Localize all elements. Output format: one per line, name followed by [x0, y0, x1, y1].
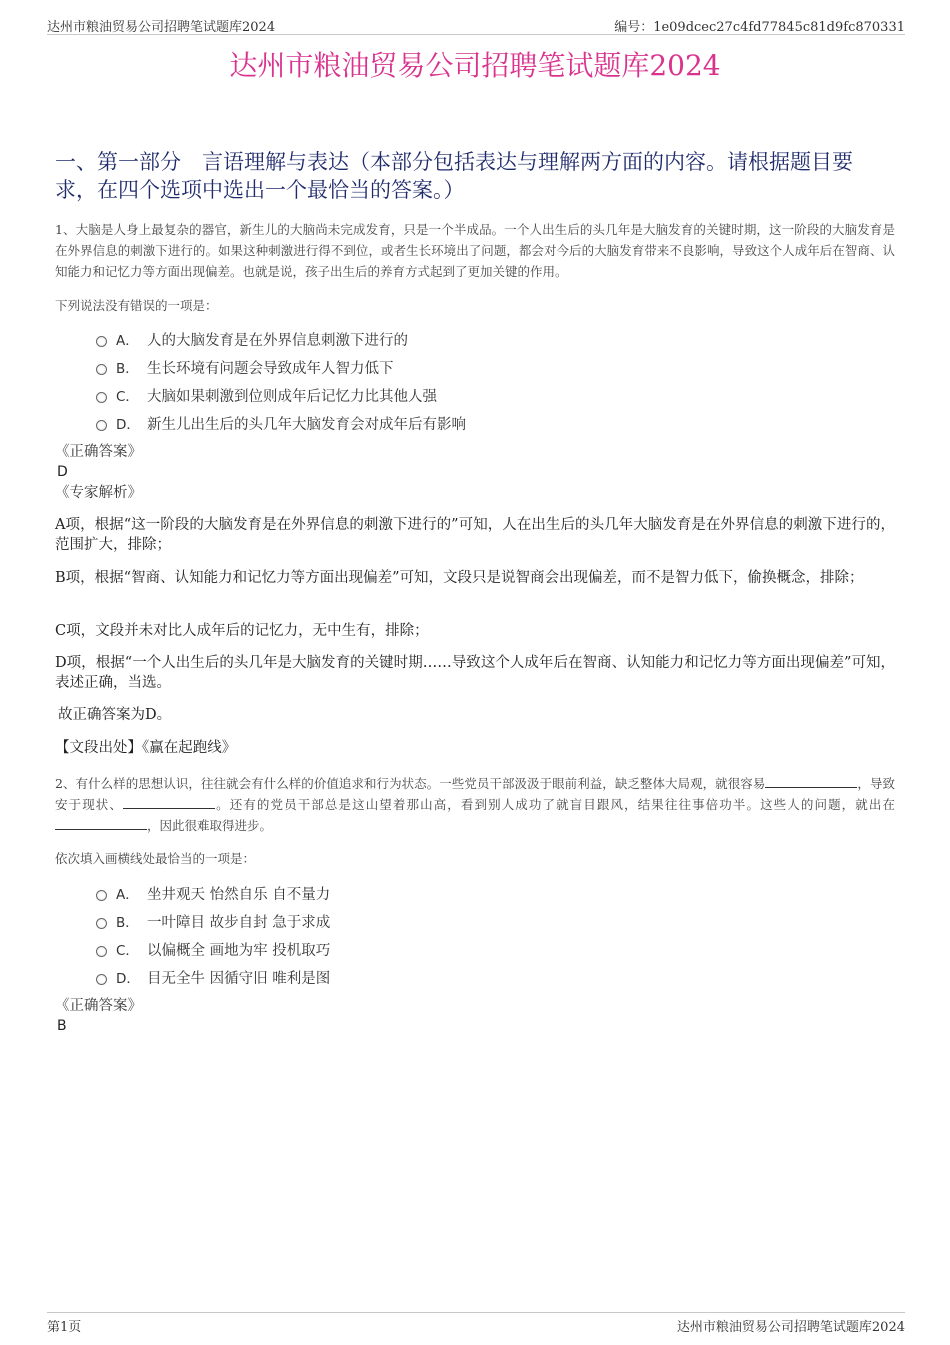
option-b[interactable]: B． 生长环境有问题会导致成年人智力低下 [96, 353, 466, 381]
radio-icon[interactable] [96, 974, 107, 985]
question-2-options [96, 879, 330, 991]
radio-icon[interactable] [96, 890, 107, 901]
radio-icon[interactable] [96, 364, 107, 375]
option-a[interactable]: A． 人的大脑发育是在外界信息刺激下进行的 [96, 325, 466, 353]
conclusion: 故正确答案为D。 [58, 707, 172, 723]
footer-doc-title: 达州市粮油贸易公司招聘笔试题库2024 [676, 1320, 905, 1335]
question-2-passage [55, 773, 895, 836]
blank-line [55, 817, 147, 830]
option-d[interactable]: D． 目无全牛 因循守旧 唯利是图 [96, 963, 330, 991]
question-1-options [96, 325, 466, 437]
answer-value: D [57, 464, 68, 480]
page-header [47, 14, 905, 35]
passage-text: ，导致安于现状、 [55, 776, 895, 812]
radio-icon[interactable] [96, 420, 107, 431]
option-a[interactable]: A． 坐井观天 怡然自乐 自不量力 [96, 879, 330, 907]
question-1-passage [55, 219, 895, 282]
option-b[interactable]: B． 一叶障目 故步自封 急于求成 [96, 907, 330, 935]
passage-text: 2、有什么样的思想认识，往往就会有什么样的价值追求和行为状态。一些党员干部汲汲于眼前利益，缺乏整体大局观，就很容易 [55, 776, 766, 791]
analysis-item: C项，文段并未对比人成年后的记忆力，无中生有，排除； [55, 623, 429, 639]
source-citation: 【文段出处】《赢在起跑线》 [55, 740, 237, 756]
section-heading: 一、第一部分 言语理解与表达（本部分包括表达与理解两方面的内容。请根据题目要求，在四个选项中选出一个最恰当的答案。） [55, 150, 853, 202]
option-c[interactable]: C． 大脑如果刺激到位则成年后记忆力比其他人强 [96, 381, 466, 409]
analysis-label: 《专家解析》 [55, 485, 142, 501]
radio-icon[interactable] [96, 918, 107, 929]
radio-icon[interactable] [96, 336, 107, 347]
answer-label: 《正确答案》 [55, 998, 142, 1014]
passage-text: 1、大脑是人身上最复杂的器官，新生儿的大脑尚未完成发育，只是一个半成品。一个人出生后的头几年是大脑发育的关键时期，这一阶段的大脑发育是在外界信息的刺激下进行的。如果这种刺激进行得不到位，或者生长环境出了问题，都会对今后的大脑发育带来不良影响，导致这个人成年后在智商、认知能力和记忆力等方面出现偏差。也就是说，孩子出生后的养育方式起到了更加关键的作用。 [55, 222, 895, 279]
question-1-prompt: 下列说法没有错误的一项是： [55, 298, 218, 313]
passage-text: ，因此很难取得进步。 [147, 818, 273, 833]
blank-line [765, 775, 857, 788]
analysis-item: A项，根据“这一阶段的大脑发育是在外界信息的刺激下进行的”可知，人在出生后的头几年大脑发育是在外界信息的刺激下进行的，范围扩大，排除； [55, 517, 895, 553]
radio-icon[interactable] [96, 392, 107, 403]
answer-label: 《正确答案》 [55, 444, 142, 460]
page-footer [47, 1312, 905, 1335]
answer-value: B [57, 1018, 67, 1034]
passage-text: 。还有的党员干部总是这山望着那山高，看到别人成功了就盲目跟风，结果往往事倍功半。这些人的问题，就出在 [215, 797, 895, 812]
option-d[interactable]: D． 新生儿出生后的头几年大脑发育会对成年后有影响 [96, 409, 466, 437]
page-number: 第1页 [47, 1320, 82, 1335]
radio-icon[interactable] [96, 946, 107, 957]
page-title: 达州市粮油贸易公司招聘笔试题库2024 [229, 49, 721, 82]
question-2-prompt: 依次填入画横线处最恰当的一项是： [55, 851, 256, 866]
analysis-item: B项，根据“智商、认知能力和记忆力等方面出现偏差”可知，文段只是说智商会出现偏差，而不是智力低下，偷换概念，排除； [55, 570, 864, 586]
analysis-item: D项，根据“一个人出生后的头几年是大脑发育的关键时期……导致这个人成年后在智商、认知能力和记忆力等方面出现偏差”可知，表述正确，当选。 [55, 655, 895, 691]
option-c[interactable]: C． 以偏概全 画地为牢 投机取巧 [96, 935, 330, 963]
header-doc-number: 编号：1e09dcec27c4fd77845c81d9fc870331 [614, 20, 905, 35]
header-doc-title: 达州市粮油贸易公司招聘笔试题库2024 [47, 20, 276, 35]
blank-line [123, 796, 215, 809]
